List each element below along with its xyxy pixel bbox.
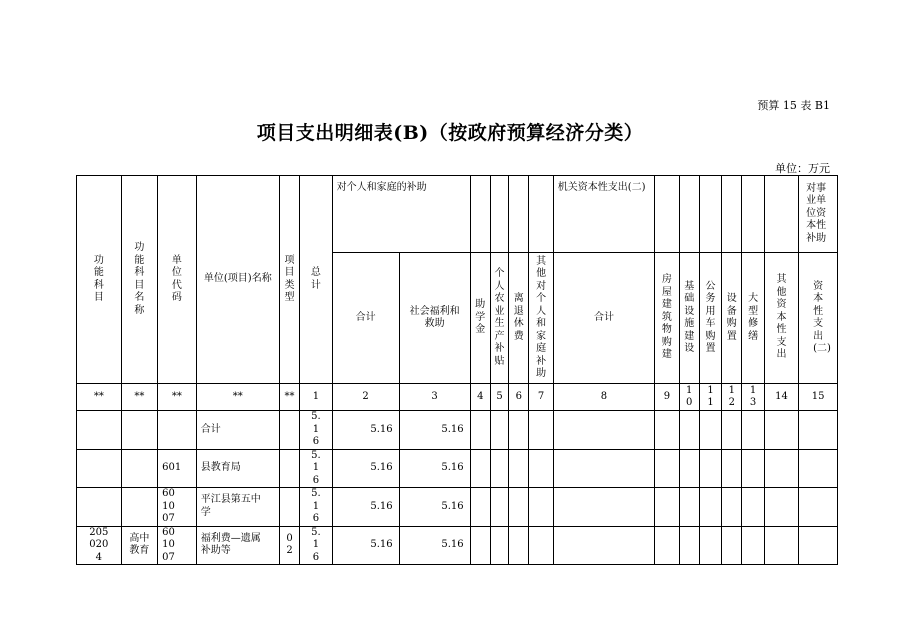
cell-total: 5.16 <box>300 488 332 527</box>
cell-empty <box>553 411 654 450</box>
header-p-total: 合计 <box>332 253 399 384</box>
cell-p-total: 5.16 <box>332 411 399 450</box>
cell-code: 601 <box>158 449 197 488</box>
header-blank-9 <box>742 176 764 253</box>
cell-empty <box>699 488 721 527</box>
budget-table <box>76 175 838 565</box>
cell-func <box>77 449 122 488</box>
header-blank-8 <box>722 176 742 253</box>
cell-p-welfare: 5.16 <box>399 449 470 488</box>
cell-p-welfare: 5.16 <box>399 411 470 450</box>
header-total: 总计 <box>300 176 332 384</box>
header-p-other: 其他对个人和家庭补助 <box>529 253 553 384</box>
header-group-enterprise: 对事业单位资本性补助 <box>799 176 838 253</box>
num-cell: 3 <box>399 384 470 411</box>
cell-empty <box>742 449 764 488</box>
cell-empty <box>655 526 679 565</box>
header-func-subject: 功能科目 <box>77 176 122 384</box>
cell-empty <box>655 449 679 488</box>
cell-func <box>77 411 122 450</box>
cell-type <box>279 411 299 450</box>
cell-func <box>77 488 122 527</box>
cell-func-name: 高中教育 <box>121 526 158 565</box>
header-row-1 <box>77 176 838 253</box>
cell-p-total: 5.16 <box>332 488 399 527</box>
table-row <box>77 411 838 450</box>
num-cell: 13 <box>742 384 764 411</box>
cell-total: 5.16 <box>300 526 332 565</box>
header-blank-3 <box>509 176 529 253</box>
cell-func: 2050204 <box>77 526 122 565</box>
cell-empty <box>509 526 529 565</box>
num-cell: 14 <box>764 384 798 411</box>
table-row <box>77 449 838 488</box>
cell-empty <box>799 411 838 450</box>
header-unit-name: 单位(项目)名称 <box>196 176 279 384</box>
cell-empty <box>722 449 742 488</box>
cell-empty <box>764 449 798 488</box>
cell-empty <box>679 449 699 488</box>
cell-empty <box>470 488 490 527</box>
cell-empty <box>529 526 553 565</box>
cell-empty <box>742 411 764 450</box>
cell-empty <box>699 411 721 450</box>
cell-empty <box>742 526 764 565</box>
cell-empty <box>722 526 742 565</box>
header-blank-2 <box>490 176 508 253</box>
numbering-row <box>77 384 838 411</box>
cell-total: 5.16 <box>300 449 332 488</box>
cell-func-name <box>121 449 158 488</box>
cell-empty <box>699 449 721 488</box>
num-cell: ** <box>121 384 158 411</box>
cell-name: 县教育局 <box>196 449 279 488</box>
header-project-type: 项目类型 <box>279 176 299 384</box>
cell-empty <box>799 449 838 488</box>
cell-empty <box>490 526 508 565</box>
num-cell: 9 <box>655 384 679 411</box>
cell-empty <box>529 411 553 450</box>
cell-p-welfare: 5.16 <box>399 488 470 527</box>
header-c-infra: 基础设施建设 <box>679 253 699 384</box>
num-cell: ** <box>158 384 197 411</box>
header-blank-1 <box>470 176 490 253</box>
header-blank-5 <box>655 176 679 253</box>
header-p-agri: 个人农业生产补贴 <box>490 253 508 384</box>
num-cell: 6 <box>509 384 529 411</box>
cell-total: 5.16 <box>300 411 332 450</box>
cell-empty <box>699 526 721 565</box>
header-p-welfare: 社会福利和救助 <box>399 253 470 384</box>
cell-empty <box>799 488 838 527</box>
cell-empty <box>655 488 679 527</box>
cell-empty <box>679 411 699 450</box>
num-cell: ** <box>196 384 279 411</box>
cell-empty <box>509 449 529 488</box>
header-c-other: 其他资本性支出 <box>764 253 798 384</box>
cell-empty <box>553 449 654 488</box>
cell-empty <box>722 411 742 450</box>
header-c-equip: 设备购置 <box>722 253 742 384</box>
cell-empty <box>655 411 679 450</box>
cell-p-total: 5.16 <box>332 526 399 565</box>
num-cell: 15 <box>799 384 838 411</box>
num-cell: 5 <box>490 384 508 411</box>
table-row <box>77 526 838 565</box>
cell-empty <box>742 488 764 527</box>
cell-empty <box>679 526 699 565</box>
header-blank-6 <box>679 176 699 253</box>
cell-empty <box>470 411 490 450</box>
page-title: 项目支出明细表(B)（按政府预算经济分类） <box>256 122 644 144</box>
header-unit-code: 单位代码 <box>158 176 197 384</box>
header-c-house: 房屋建筑物购建 <box>655 253 679 384</box>
cell-empty <box>529 488 553 527</box>
num-cell: 10 <box>679 384 699 411</box>
cell-p-total: 5.16 <box>332 449 399 488</box>
cell-code: 601007 <box>158 488 197 527</box>
cell-empty <box>764 411 798 450</box>
cell-name: 平江县第五中学 <box>196 488 279 527</box>
table-row <box>77 488 838 527</box>
cell-type <box>279 449 299 488</box>
num-cell: ** <box>77 384 122 411</box>
table-reference: 预算 15 表 B1 <box>757 99 830 112</box>
num-cell: 7 <box>529 384 553 411</box>
header-group-capital: 机关资本性支出(二) <box>553 176 654 253</box>
num-cell: ** <box>279 384 299 411</box>
cell-empty <box>529 449 553 488</box>
cell-type <box>279 488 299 527</box>
cell-empty <box>509 488 529 527</box>
cell-func-name <box>121 411 158 450</box>
cell-type: 02 <box>279 526 299 565</box>
cell-empty <box>490 411 508 450</box>
header-blank-4 <box>529 176 553 253</box>
cell-empty <box>470 449 490 488</box>
cell-empty <box>764 488 798 527</box>
num-cell: 2 <box>332 384 399 411</box>
header-p-grant: 助学金 <box>470 253 490 384</box>
cell-empty <box>722 488 742 527</box>
num-cell: 12 <box>722 384 742 411</box>
cell-empty <box>553 488 654 527</box>
cell-code: 601007 <box>158 526 197 565</box>
header-group-personal: 对个人和家庭的补助 <box>332 176 470 253</box>
cell-empty <box>553 526 654 565</box>
header-p-retire: 离退休费 <box>509 253 529 384</box>
cell-code <box>158 411 197 450</box>
num-cell: 8 <box>553 384 654 411</box>
cell-name: 福利费—遗属补助等 <box>196 526 279 565</box>
header-blank-10 <box>764 176 798 253</box>
cell-p-welfare: 5.16 <box>399 526 470 565</box>
cell-empty <box>509 411 529 450</box>
header-c-repair: 大型修缮 <box>742 253 764 384</box>
header-c-vehicle: 公务用车购置 <box>699 253 721 384</box>
cell-name: 合计 <box>196 411 279 450</box>
header-e-capital: 资本性支出(二) <box>799 253 838 384</box>
unit-label: 单位：万元 <box>775 162 830 175</box>
cell-func-name <box>121 488 158 527</box>
cell-empty <box>490 449 508 488</box>
header-blank-7 <box>699 176 721 253</box>
cell-empty <box>764 526 798 565</box>
cell-empty <box>799 526 838 565</box>
num-cell: 1 <box>300 384 332 411</box>
header-c-total: 合计 <box>553 253 654 384</box>
num-cell: 11 <box>699 384 721 411</box>
cell-empty <box>679 488 699 527</box>
header-func-name: 功能科目名称 <box>121 176 158 384</box>
cell-empty <box>490 488 508 527</box>
num-cell: 4 <box>470 384 490 411</box>
cell-empty <box>470 526 490 565</box>
